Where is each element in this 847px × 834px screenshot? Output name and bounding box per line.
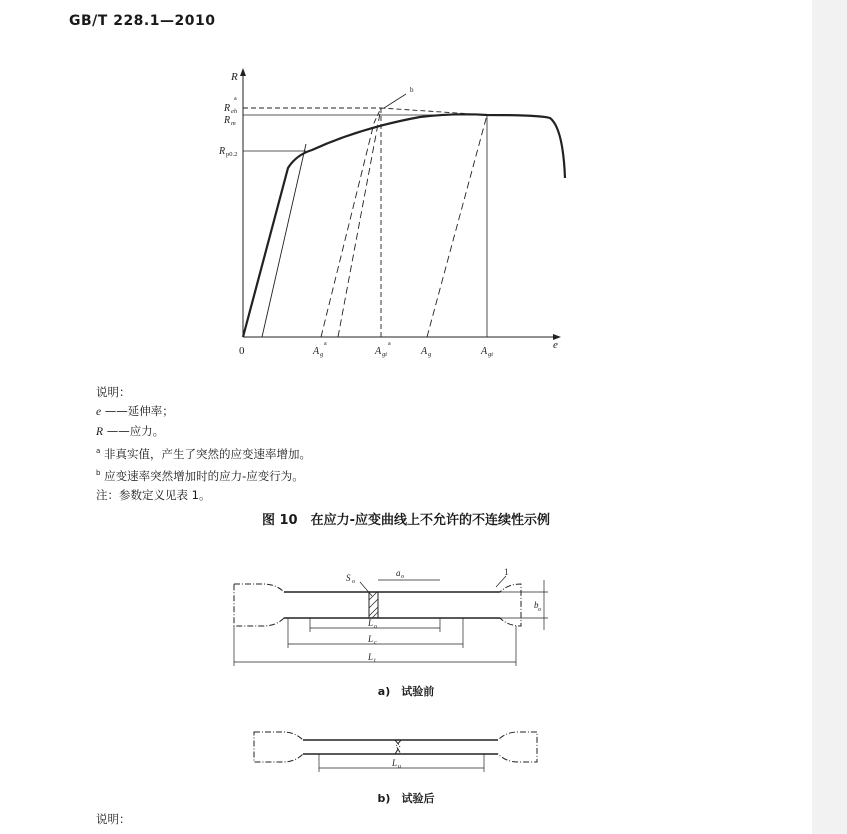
- ag-a-label: A: [313, 346, 320, 357]
- lo-sub: o: [374, 624, 377, 630]
- agt-a-note: a: [388, 341, 391, 347]
- ao-sub: o: [401, 574, 404, 580]
- lt-sub: t: [374, 658, 376, 664]
- specimen-after-outline-right: [396, 732, 537, 762]
- legend-text: ——应力。: [106, 424, 165, 438]
- legend-symbol: e: [96, 406, 102, 418]
- note-b-label: b: [410, 86, 414, 94]
- legend-item-r: [96, 422, 311, 442]
- x-axis-label: e: [553, 339, 558, 351]
- legend-symbol: R: [96, 426, 104, 438]
- legend-heading: 说明：: [96, 385, 131, 399]
- lc-sub: c: [374, 640, 377, 646]
- legend-note: 注：参数定义见表 1。: [96, 487, 211, 502]
- hatch-line: [369, 607, 378, 616]
- figure11a-caption: a) 试验前: [377, 685, 435, 698]
- lu-sub: u: [398, 764, 401, 770]
- specimen-after-diagram: [0, 720, 812, 790]
- lo-label: L: [368, 618, 374, 628]
- lc-label: L: [368, 634, 374, 644]
- y-axis-arrow: [240, 68, 246, 76]
- agt-a-sub: gt: [382, 351, 388, 358]
- figure11b-caption: b) 试验后: [377, 792, 435, 805]
- legend-item-e: [96, 402, 311, 422]
- ag-sub: g: [428, 351, 432, 358]
- ao-label: a: [396, 568, 401, 578]
- figure10-legend: [96, 383, 311, 505]
- leader-b: [384, 94, 406, 108]
- agt-a-label: A: [375, 346, 382, 357]
- footnote-text: 应变速率突然增加时的应力-应变行为。: [104, 468, 304, 483]
- stress-strain-diagram: [0, 0, 812, 380]
- page-margin: [812, 0, 847, 834]
- reh-sub: eh: [231, 108, 238, 115]
- rp-label: R: [219, 146, 226, 157]
- footnote-mark: a: [96, 447, 101, 455]
- ag-label: A: [421, 346, 428, 357]
- agt-label: A: [481, 346, 488, 357]
- hatch-line: [369, 592, 377, 600]
- origin-label: 0: [239, 345, 245, 357]
- unload-ag: [427, 115, 487, 337]
- ag-a-note: a: [324, 341, 327, 347]
- specimen-after-outline: [254, 732, 400, 762]
- so-sub: o: [352, 579, 355, 585]
- so-leader: [360, 582, 372, 596]
- unload-ag-a: [321, 123, 374, 337]
- agt-sub: gt: [488, 351, 494, 358]
- legend-text: ——延伸率；: [104, 404, 174, 418]
- rm-sub: m: [231, 120, 236, 127]
- reh-note-a: a: [234, 96, 237, 102]
- bo-sub: o: [538, 607, 541, 613]
- unload-agt-a: [338, 108, 381, 337]
- ag-a-sub: g: [320, 351, 324, 358]
- bottom-legend-heading: 说明：: [96, 812, 131, 826]
- callout-leader: [496, 576, 506, 587]
- footnote-text: 非真实值，产生了突然的应变速率增加。: [103, 446, 311, 461]
- footnote-b: [96, 464, 311, 486]
- bo-label: b: [534, 600, 539, 610]
- lu-label: L: [392, 758, 398, 768]
- rm-label: R: [224, 115, 231, 126]
- stress-strain-curve: [243, 114, 565, 337]
- figure10-caption: 图 10 在应力-应变曲线上不允许的不连续性示例: [261, 513, 550, 528]
- y-axis-label: R: [231, 71, 238, 83]
- footnote-mark: b: [96, 468, 101, 477]
- callout-1-label: 1: [504, 567, 509, 577]
- rp-sub: p0.2: [226, 151, 238, 158]
- so-label: S: [346, 573, 351, 583]
- hatch-line: [369, 599, 378, 608]
- reh-label: R: [224, 103, 231, 114]
- standard-code-header: GB/T 228.1—2010: [69, 13, 216, 29]
- footnote-a: [96, 442, 311, 464]
- lt-label: L: [368, 652, 374, 662]
